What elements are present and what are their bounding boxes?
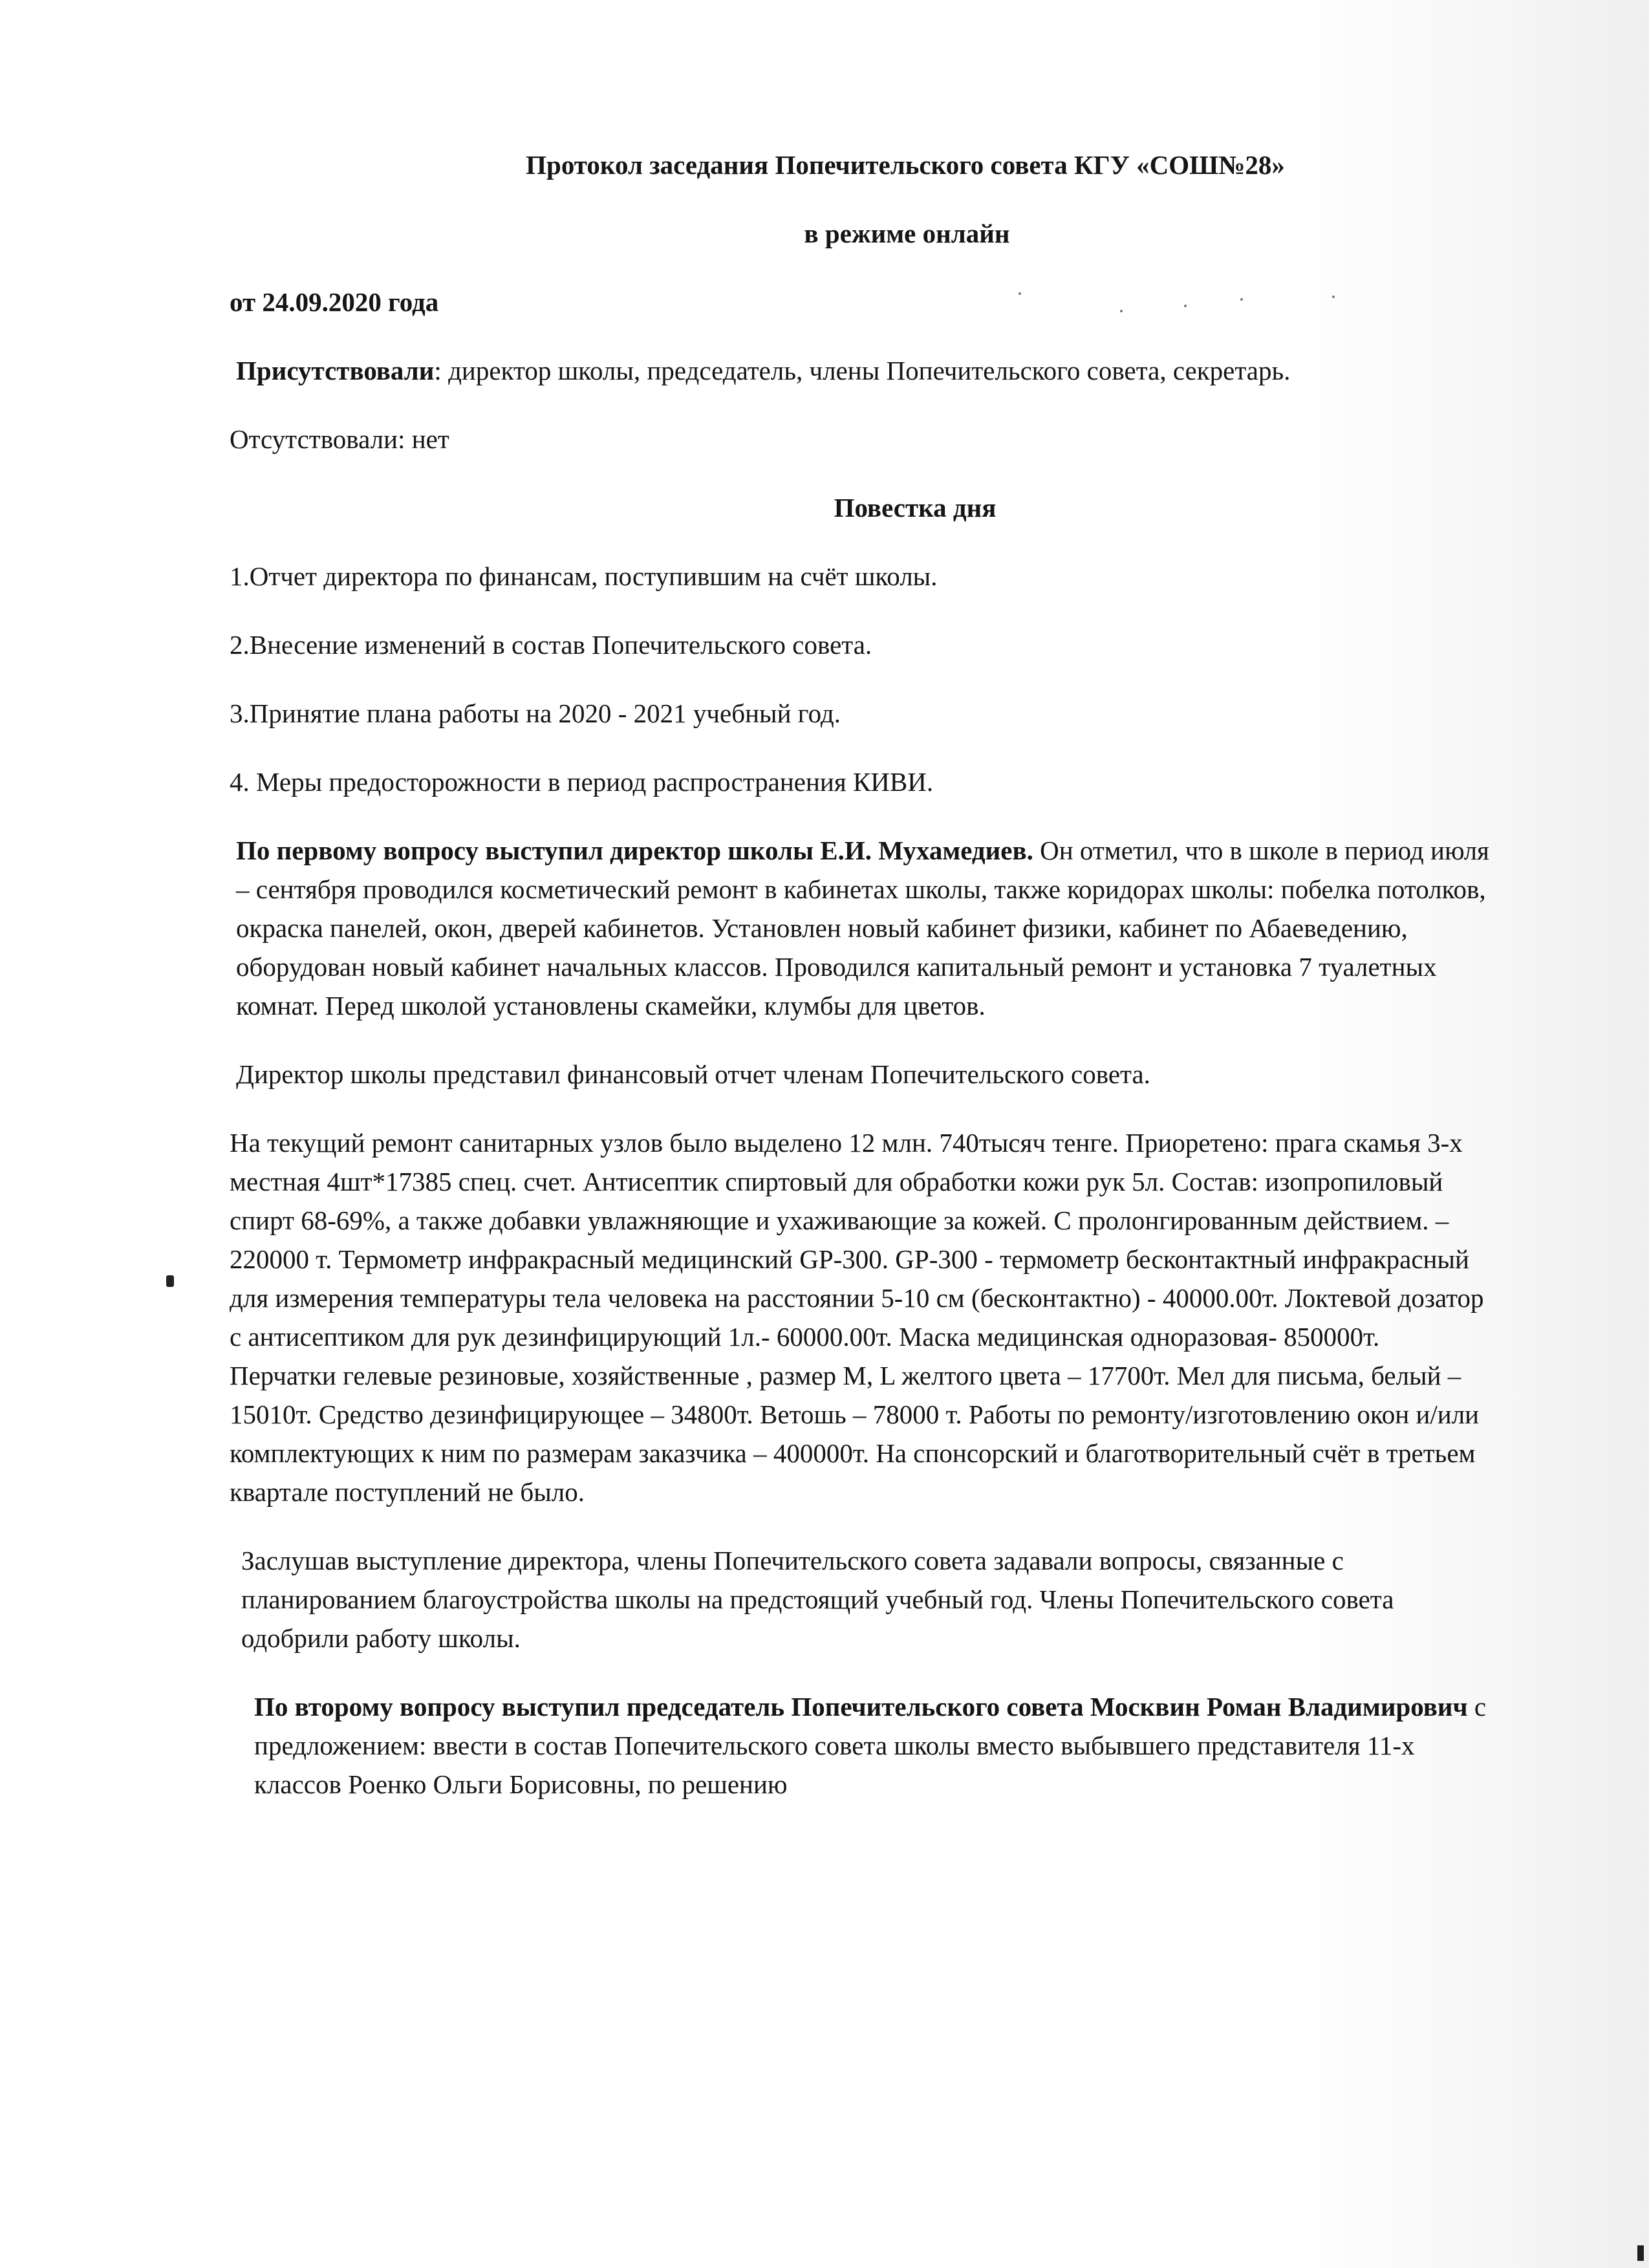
present-paragraph — [230, 351, 1491, 390]
agenda-item-2: 2.Внесение изменений в состав Попечительского совета. — [230, 630, 872, 660]
absent-paragraph: Отсутствовали: нет — [230, 424, 449, 454]
discussion-paragraph: Заслушав выступление директора, члены Попечительского совета задавали вопросы, связанные с планированием благоустройства школы на предстоящий учебный год. Члены Попечительского совета одобрили работу школы. — [241, 1546, 1394, 1653]
scan-speck — [1332, 296, 1335, 298]
second-question-paragraph — [230, 1687, 1491, 1804]
scan-edge-mark — [1637, 2245, 1644, 2261]
present-label: Присутствовали — [236, 356, 435, 385]
scan-speck — [1240, 298, 1243, 301]
scan-speck — [1184, 305, 1187, 307]
meeting-date: от 24.09.2020 года — [230, 287, 439, 317]
first-question-text: Он отметил, что в школе в период июля – сентября проводился косметический ремонт в кабинетах школы, также коридорах школы: побелка потолков, окраска панелей, окон, дверей кабинетов. Установлен новый кабинет физики, кабинет по Абаеведению, оборудован новый кабинет начальных классов. Проводился капитальный ремонт и установка 7 туалетных комнат. Перед школой установлены скамейки, клумбы для цветов. — [236, 836, 1489, 1021]
financial-report-paragraph: Директор школы представил финансовый отчет членам Попечительского совета. — [236, 1059, 1150, 1089]
agenda-item-4: 4. Меры предосторожности в период распространения КИВИ. — [230, 767, 934, 797]
scan-speck — [1120, 310, 1123, 312]
agenda-item-1: 1.Отчет директора по финансам, поступившим на счёт школы. — [230, 561, 938, 591]
margin-mark — [166, 1275, 174, 1287]
second-question-lead: По второму вопросу выступил председатель Попечительского совета Москвин Роман Владимирович — [254, 1692, 1468, 1722]
present-text: : директор школы, председатель, члены Попечительского совета, секретарь. — [434, 356, 1291, 385]
document-title: Протокол заседания Попечительского совета КГУ «СОШ№28» — [526, 150, 1285, 180]
first-question-lead: По первому вопросу выступил директор школы Е.И. Мухамедиев. — [236, 836, 1033, 865]
first-question-paragraph — [230, 831, 1491, 1025]
agenda-title: Повестка дня — [834, 493, 997, 523]
agenda-item-3: 3.Принятие плана работы на 2020 - 2021 учебный год. — [230, 698, 841, 728]
expenses-paragraph: На текущий ремонт санитарных узлов было выделено 12 млн. 740тысяч тенге. Приоретено: прага скамья 3-х местная 4шт*17385 спец. счет. Антисептик спиртовый для обработки кожи рук 5л. Состав: изопропиловый спирт 68-69%, а также добавки увлажняющие и ухаживающие за кожей. С пролонгированным действием. – 220000 т. Термометр инфракрасный медицинский GP-300. GP-300 - термометр бесконтактный инфракрасный для измерения температуры тела человека на расстоянии 5-10 см (бесконтактно) - 40000.00т. Локтевой дозатор с антисептиком для рук дезинфицирующий 1л.- 60000.00т. Маска медицинская одноразовая- 850000т. Перчатки гелевые резиновые, хозяйственные , размер M, L желтого цвета – 17700т. Мел для письма, белый – 15010т. Средство дезинфицирующее – 34800т. Ветошь – 78000 т. Работы по ремонту/изготовлению окон и/или комплектующих к ним по размерам заказчика – 400000т. На спонсорский и благотворительный счёт в третьем квартале поступлений не было. — [230, 1128, 1484, 1507]
second-question-text: с предложением: ввести в состав Попечительского совета школы вместо выбывшего представителя 11-х классов Роенко Ольги Борисовны, по решению — [254, 1692, 1487, 1799]
document-subtitle: в режиме онлайн — [804, 219, 1010, 248]
scan-speck — [1018, 292, 1021, 295]
document-body — [230, 146, 1491, 1833]
